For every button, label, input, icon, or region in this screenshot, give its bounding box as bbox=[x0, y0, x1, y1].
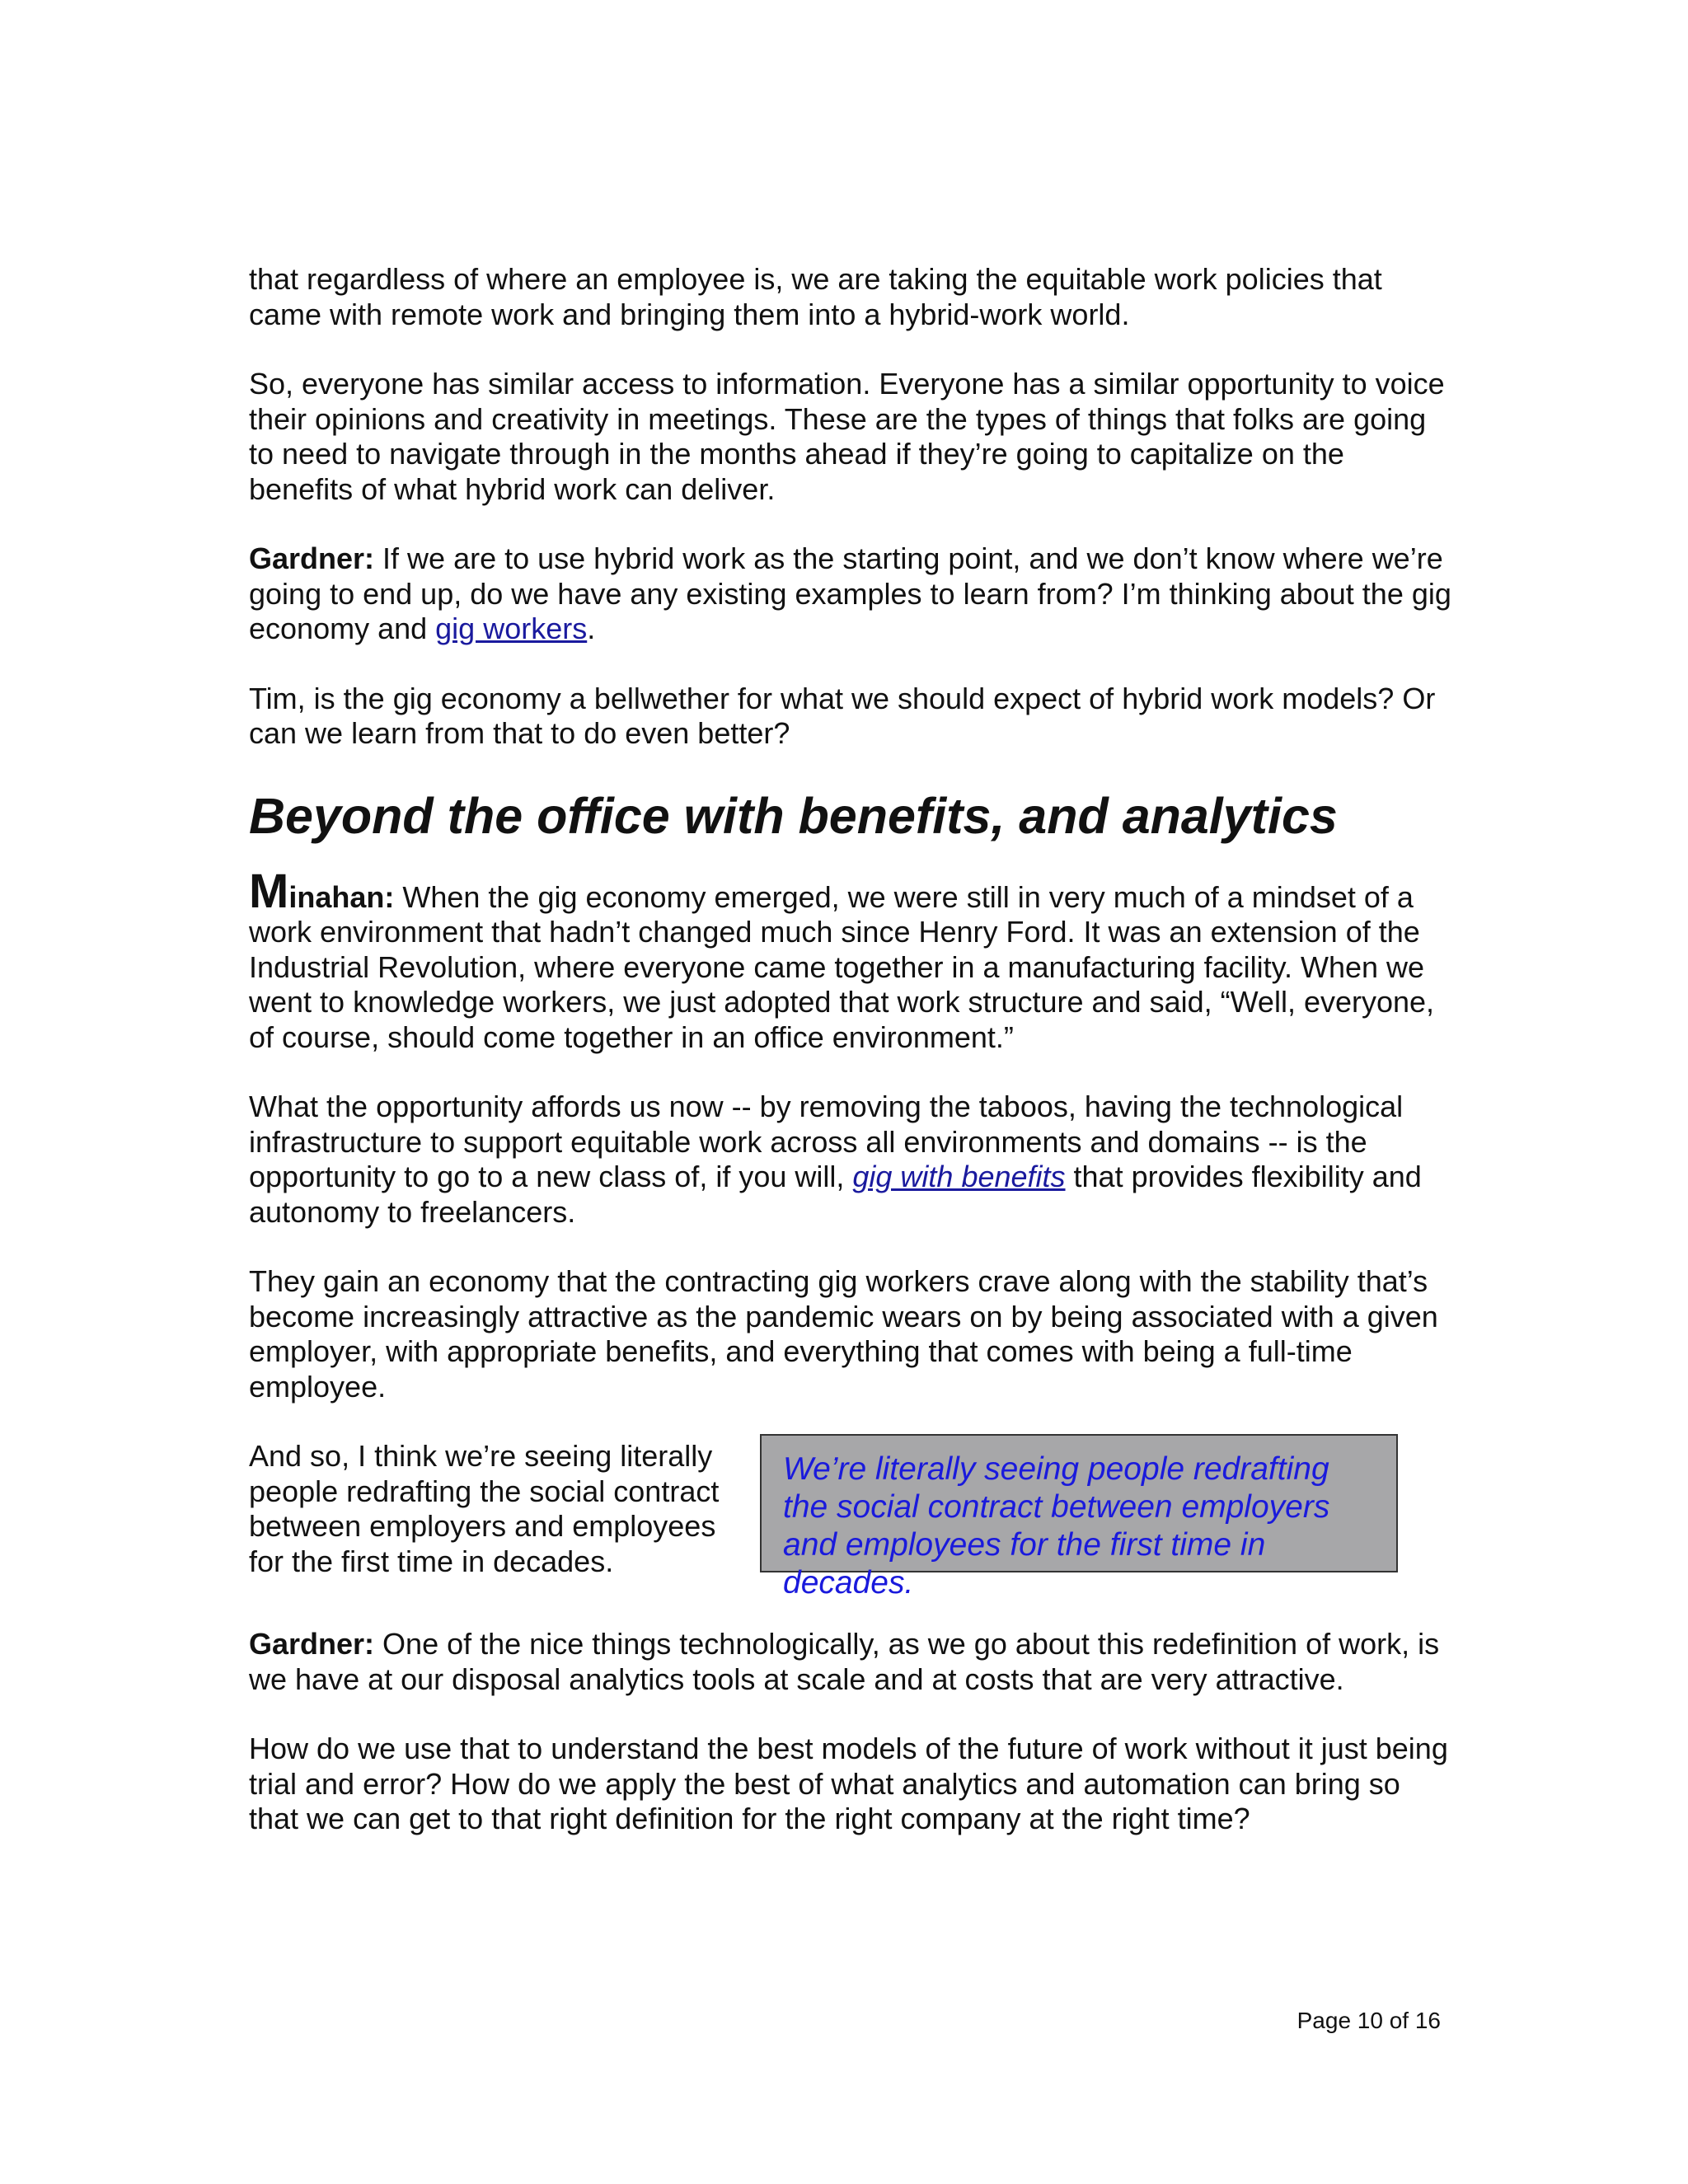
document-body bbox=[249, 262, 1452, 1872]
paragraph: Tim, is the gig economy a bellwether for what we should expect of hybrid work models? Or can we learn from that to do even better? bbox=[249, 681, 1436, 750]
speaker-label: inahan: bbox=[288, 879, 395, 914]
page-number: Page 10 of 16 bbox=[1296, 2008, 1441, 2033]
paragraph-minahan-answer bbox=[249, 864, 1452, 1056]
paragraph-text: If we are to use hybrid work as the starting point, and we don’t know where we’re going to end up, do we have any existing examples to learn from? I’m thinking about the gig economy and bbox=[249, 541, 1451, 645]
paragraph-gardner-analytics bbox=[249, 1627, 1452, 1697]
paragraph-text: When the gig economy emerged, we were still in very much of a mindset of a work environment that hadn’t changed much since Henry Ford. It was an extension of the Industrial Revolution, where everyone came together in a manufacturing facility. When we went to knowledge workers, we just adopted that work structure and said, “Well, everyone, of course, should come together in an office environment.” bbox=[249, 879, 1435, 1054]
speaker-label: Gardner: bbox=[249, 541, 375, 575]
paragraph: So, everyone has similar access to information. Everyone has a similar opportunity to voice their opinions and creativity in meetings. These are the types of things that folks are going to need to navigate through in the months ahead if they’re going to capitalize on the benefits of what hybrid work can deliver. bbox=[249, 367, 1445, 506]
paragraph-tail: . bbox=[587, 612, 596, 645]
gig-with-benefits-link[interactable]: gig with benefits bbox=[852, 1160, 1066, 1193]
paragraph: They gain an economy that the contracting gig workers crave along with the stability that’s become increasingly attractive as the pandemic wears on by being associated with a given employer, with appropriate benefits, and everything that comes with being a full-time employee. bbox=[249, 1264, 1438, 1404]
drop-cap: M bbox=[249, 864, 289, 918]
paragraph: And so, I think we’re seeing literally people redrafting the social contract between employers and employees for the first time in decades. bbox=[249, 1439, 720, 1578]
paragraph-opportunity bbox=[249, 1090, 1452, 1230]
callout-row bbox=[249, 1439, 1452, 1601]
paragraph: that regardless of where an employee is, we are taking the equitable work policies that came with remote work and bringing them into a hybrid-work world. bbox=[249, 262, 1382, 331]
paragraph-tail: that provides flexibility and autonomy to freelancers. bbox=[249, 1160, 1422, 1229]
paragraph-text: One of the nice things technologically, as we go about this redefinition of work, is we have at our disposal analytics tools at scale and at costs that are very attractive. bbox=[249, 1627, 1440, 1696]
paragraph: How do we use that to understand the best models of the future of work without it just being trial and error? How do we apply the best of what analytics and automation can bring so that we can get to that right definition for the right company at the right time? bbox=[249, 1732, 1448, 1835]
gig-workers-link[interactable]: gig workers bbox=[435, 612, 588, 645]
paragraph-text: What the opportunity affords us now -- by removing the taboos, having the technological infrastructure to support equitable work across all environments and domains -- is the opportunity to go to a new class of, if you will, bbox=[249, 1090, 1404, 1193]
pull-quote: We’re literally seeing people redrafting the social contract between employers and employees for the first time in decades. bbox=[760, 1434, 1398, 1572]
paragraph-gardner-question bbox=[249, 541, 1452, 647]
speaker-label: Gardner: bbox=[249, 1627, 375, 1661]
section-heading: Beyond the office with benefits, and analytics bbox=[249, 787, 1338, 844]
